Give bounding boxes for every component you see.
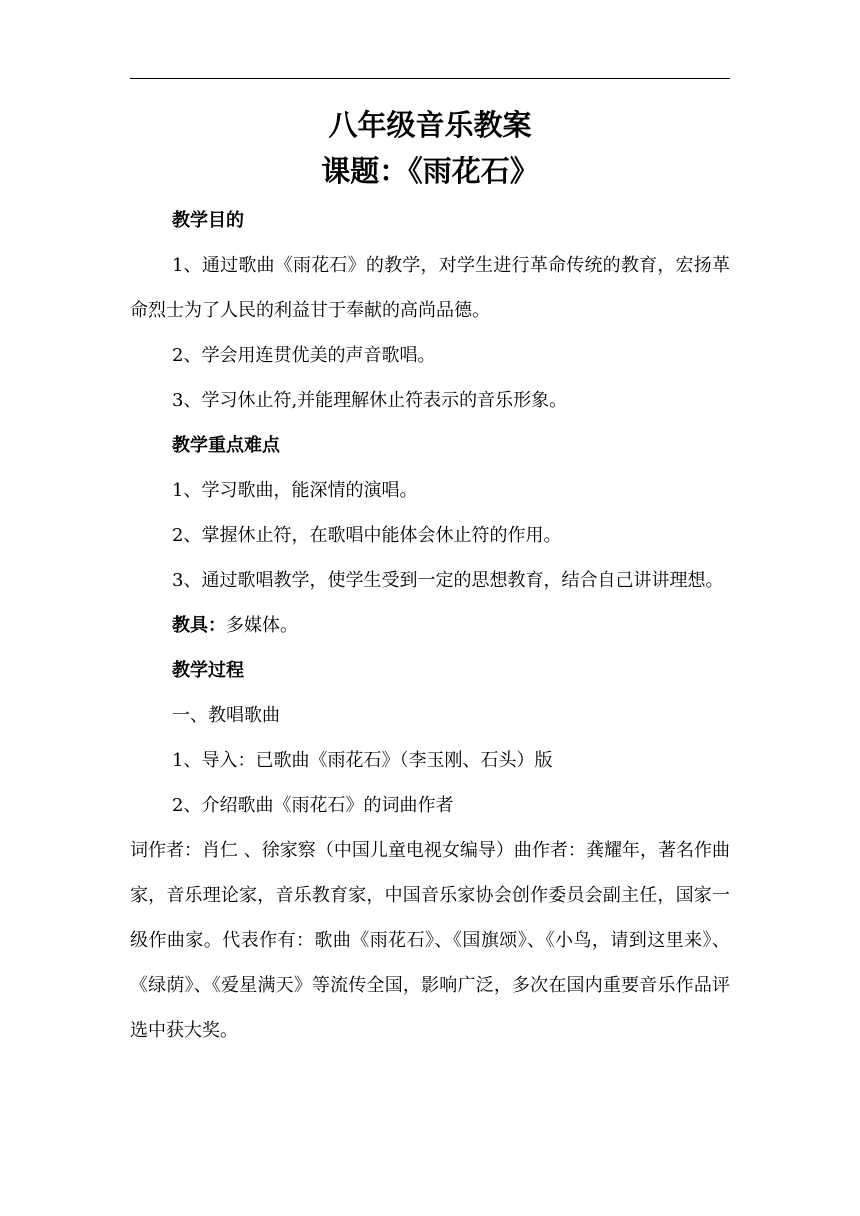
tools-label: 教具： (172, 615, 226, 636)
process-item-1: 一、教唱歌曲 (172, 705, 280, 726)
process-heading: 教学过程 (172, 660, 244, 681)
document-title: 八年级音乐教案 (328, 108, 532, 142)
keypoint-item-3: 3、通过歌唱教学，使学生受到一定的思想教育，结合自己讲讲理想。 (172, 570, 724, 591)
keypoint-item-1: 1、学习歌曲，能深情的演唱。 (172, 480, 418, 501)
process-item-2: 1、导入：已歌曲《雨花石》（李玉刚、石头）版 (172, 750, 553, 771)
author-paragraph: 词作者：肖仁 、徐家察（中国儿童电视女编导）曲作者：龚耀年，著名作曲家，音乐理论家，音乐教育家，中国音乐家协会创作委员会副主任，国家一级作曲家。代表作有：歌曲《雨花石》、《国旗颂》、《小鸟，请到这里来》、《绿荫》、《爱星满天》等流传全国，影响广泛，多次在国内重要音乐作品评选中获大奖。 (130, 840, 730, 1041)
goals-heading: 教学目的 (172, 210, 244, 231)
document-body (130, 102, 730, 1053)
goal-item-1: 1、通过歌曲《雨花石》的教学，对学生进行革命传统的教育，宏扬革命烈士为了人民的利益甘于奉献的高尚品德。 (130, 255, 730, 321)
keypoints-heading: 教学重点难点 (172, 435, 280, 456)
document-subtitle: 课题：《雨花石》 (321, 154, 539, 188)
goal-item-3: 3、学习休止符,并能理解休止符表示的音乐形象。 (172, 390, 568, 411)
process-item-3: 2、介绍歌曲《雨花石》的词曲作者 (172, 795, 454, 816)
header-rule (130, 78, 730, 79)
goal-item-2: 2、学会用连贯优美的声音歌唱。 (172, 345, 436, 366)
tools-value: 多媒体。 (226, 615, 298, 636)
tools-line (130, 603, 730, 648)
keypoint-item-2: 2、掌握休止符，在歌唱中能体会休止符的作用。 (172, 525, 562, 546)
